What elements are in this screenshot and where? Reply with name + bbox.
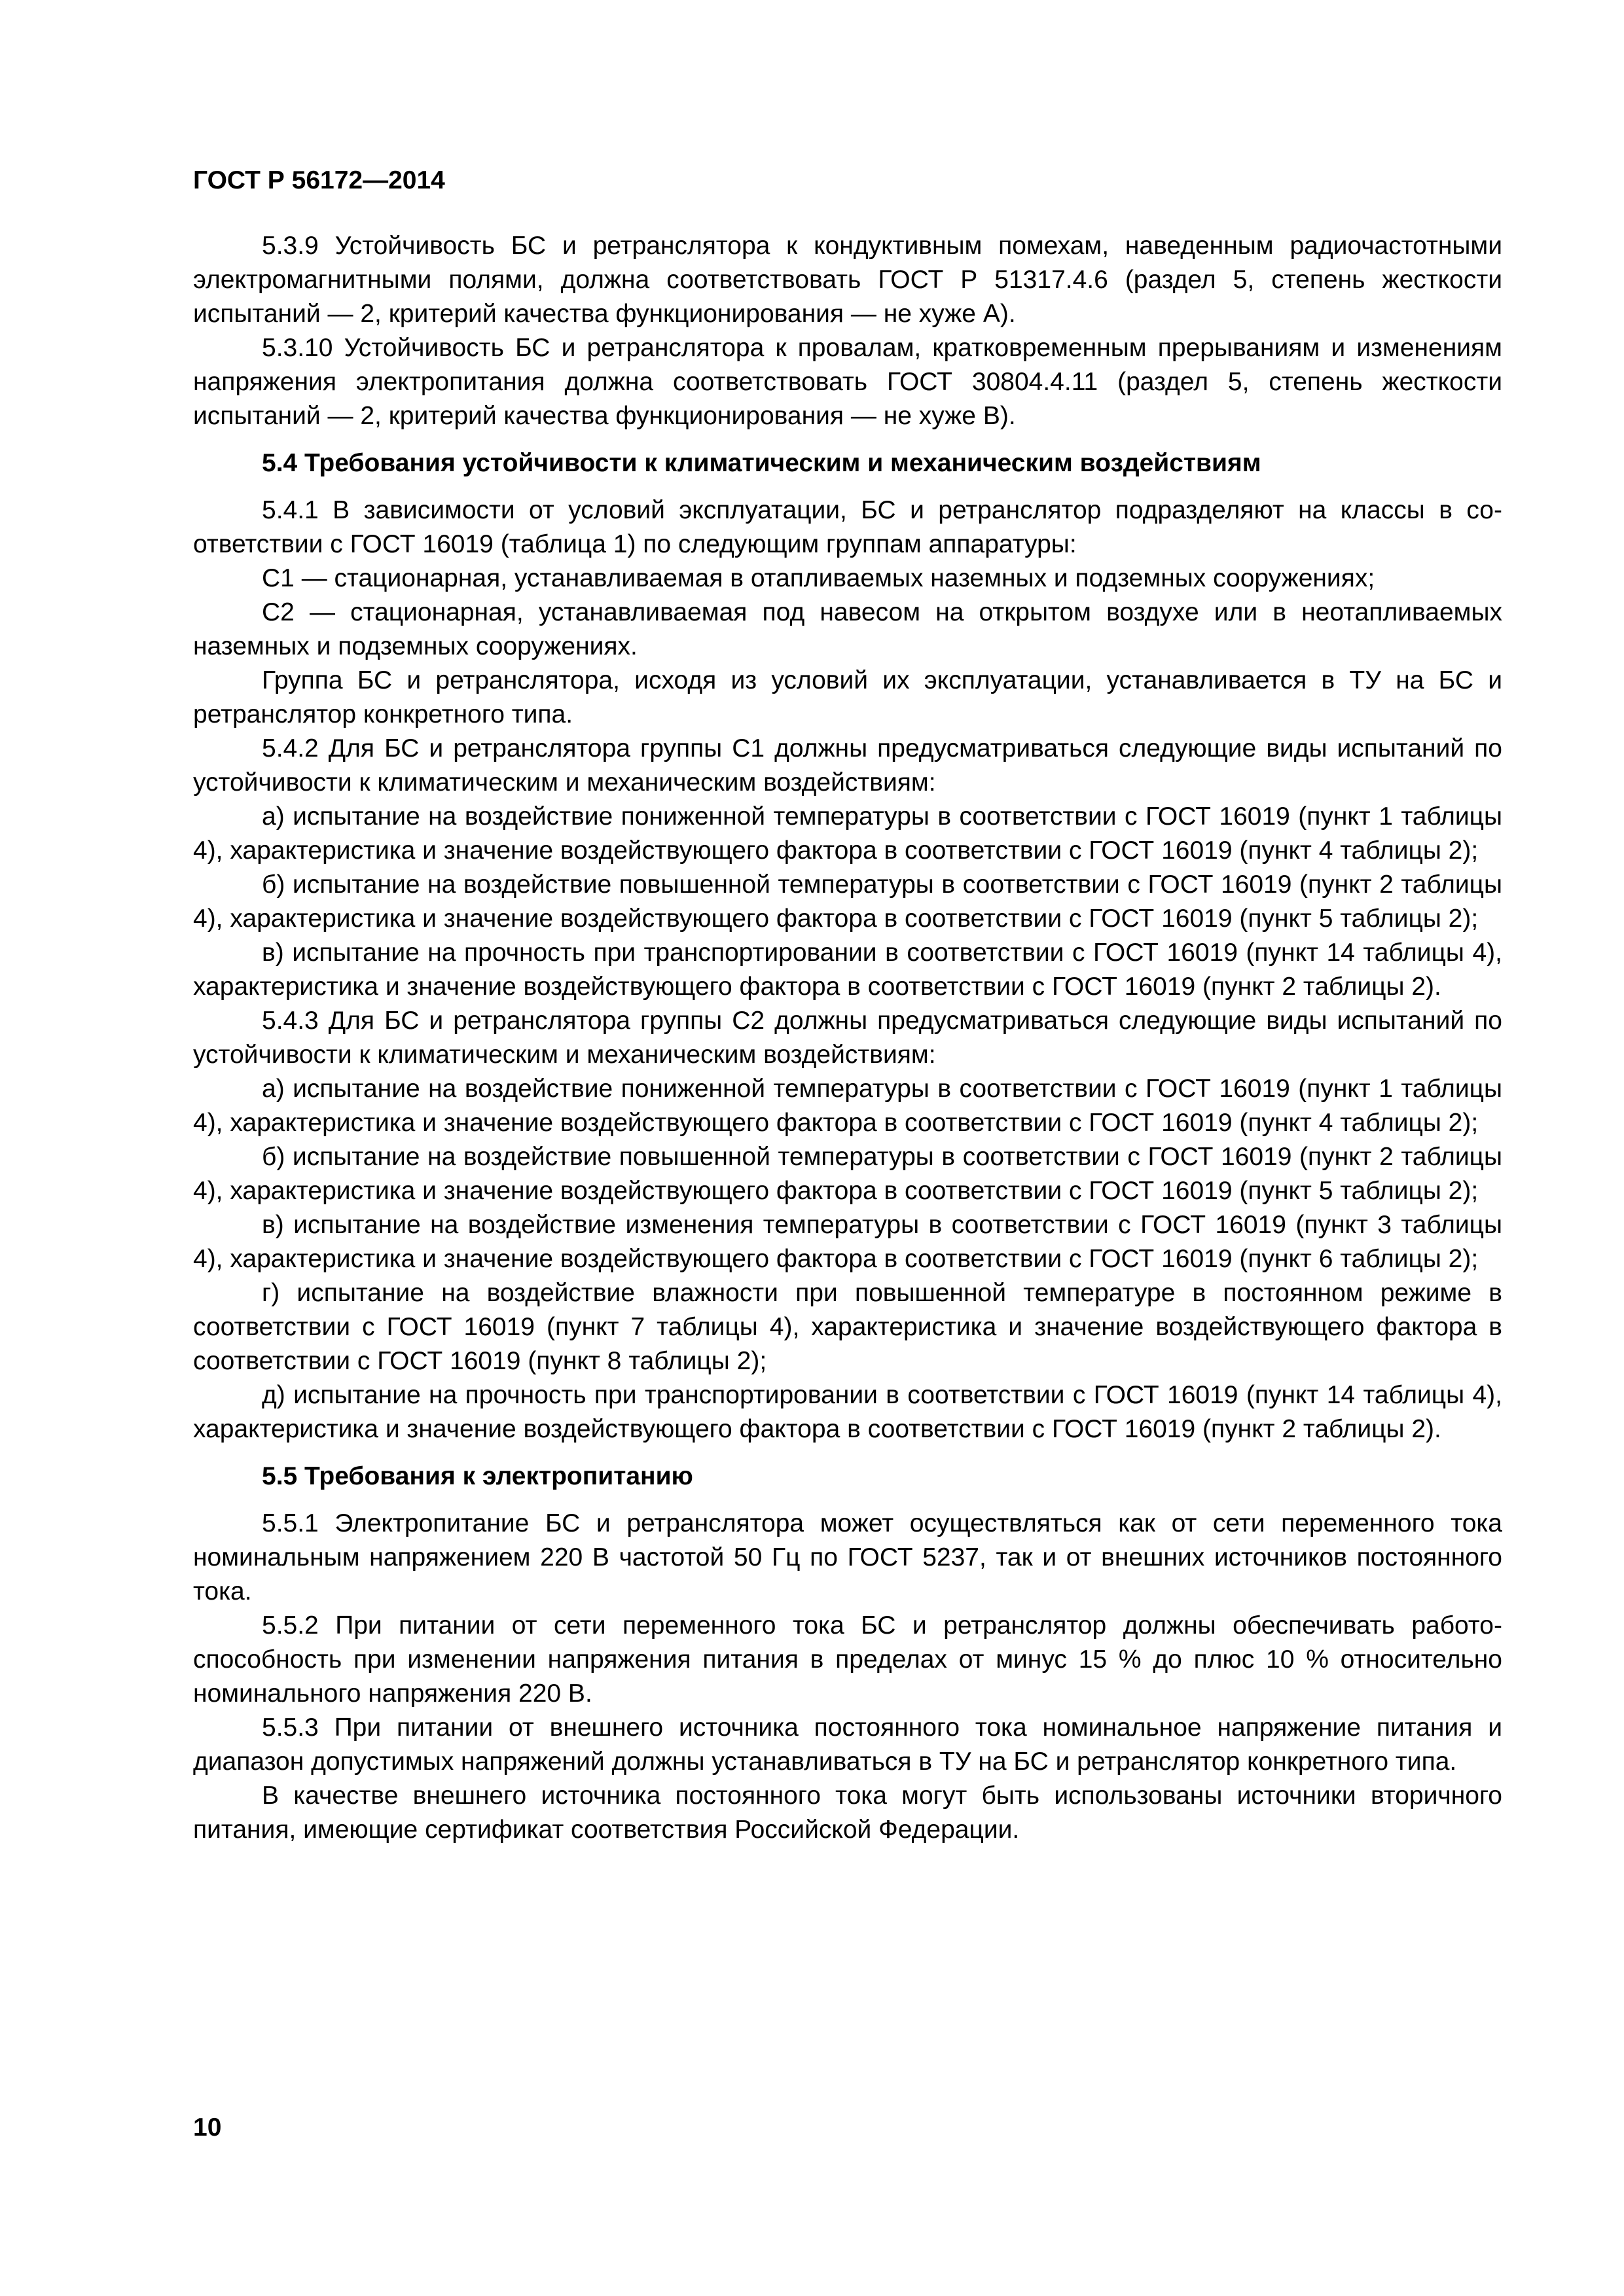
section-heading-5-4: 5.4 Требования устойчивости к климатическим и механическим воздействиям: [262, 449, 1261, 477]
paragraph-external-source: В качестве внешнего источника постоянного тока могут быть использованы источники вторичного питания, имеющие сертификат соответствия Российской Федерации.: [193, 1782, 1502, 1844]
paragraph-5-3-10: 5.3.10 Устойчивость БС и ретранслятора к провалам, кратковременным прерываниям и изменениям напряжения электропитания должна соответствовать ГОСТ 30804.4.11 (раздел 5, степень жесткости испытаний — 2, критерий качества функционирования — не хуже В).: [193, 334, 1502, 430]
paragraph-group-c1: С1 — стационарная, устанавливаемая в отапливаемых наземных и подземных сооружениях;: [262, 564, 1375, 592]
paragraph-group-c2: С2 — стационарная, устанавливаемая под навесом на открытом воздухе или в неотапливаемых наземных и подземных сооружениях.: [193, 598, 1502, 660]
paragraph-5-4-3: 5.4.3 Для БС и ретранслятора группы С2 должны предусматриваться следующие виды испытаний по устойчивости к климатическим и механическим воздействиям:: [193, 1007, 1502, 1069]
paragraph-5-3-9: 5.3.9 Устойчивость БС и ретранслятора к кондуктивным помехам, наведенным радиочастотными электромагнитными полями, должна соответствовать ГОСТ Р 51317.4.6 (раздел 5, степень жесткости испытаний — 2, критерий качества функционирования — не хуже А).: [193, 232, 1502, 328]
list-item-5-4-3-b: б) испытание на воздействие повышенной температуры в соответствии с ГОСТ 16019 (пункт 2 таблицы 4), характеристика и значение воздействующего фактора в соответствии с ГОСТ 16019 (пункт 5 таблицы 2);: [193, 1143, 1502, 1205]
paragraph-5-4-1: 5.4.1 В зависимости от условий эксплуатации, БС и ретранслятор подразделяют на классы в соответствии с ГОСТ 16019 (таблица 1) по следующим группам аппаратуры:: [193, 496, 1502, 558]
list-item-5-4-3-g: г) испытание на воздействие влажности при повышенной температуре в постоянном режиме в соответствии с ГОСТ 16019 (пункт 7 таблицы 4), характеристика и значение воздействующего фактора в соответствии с ГОСТ 16019 (пункт 8 таблицы 2);: [193, 1279, 1502, 1375]
paragraph-5-5-3: 5.5.3 При питании от внешнего источника постоянного тока номинальное напряжение питания и диапазон допустимых напряжений должны устанавливаться в ТУ на БС и ретранслятор конкретного типа.: [193, 1713, 1502, 1776]
document-page: [193, 0, 1502, 2296]
list-item-5-4-3-d: д) испытание на прочность при транспортировании в соответствии с ГОСТ 16019 (пункт 14 таблицы 4), характеристика и значение воздействующего фактора в соответствии с ГОСТ 16019 (пункт 2 таблицы 2).: [193, 1381, 1502, 1443]
list-item-5-4-2-a: а) испытание на воздействие пониженной температуры в соответствии с ГОСТ 16019 (пункт 1 таблицы 4), характеристика и значение воздействующего фактора в соответствии с ГОСТ 16019 (пункт 4 таблицы 2);: [193, 802, 1502, 865]
section-heading-5-5: 5.5 Требования к электропитанию: [262, 1462, 693, 1490]
list-item-5-4-2-b: б) испытание на воздействие повышенной температуры в соответствии с ГОСТ 16019 (пункт 2 таблицы 4), характеристика и значение воздействующего фактора в соответствии с ГОСТ 16019 (пункт 5 таблицы 2);: [193, 870, 1502, 933]
list-item-5-4-2-v: в) испытание на прочность при транспортировании в соответствии с ГОСТ 16019 (пункт 14 таблицы 4), характеристика и значение воздействующего фактора в соответствии с ГОСТ 16019 (пункт 2 таблицы 2).: [193, 939, 1502, 1001]
paragraph-group-note: Группа БС и ретранслятора, исходя из условий их эксплуатации, устанавливается в ТУ на БС и ретранслятор конкретного типа.: [193, 666, 1502, 728]
paragraph-5-4-2: 5.4.2 Для БС и ретранслятора группы С1 должны предусматриваться следующие виды испытаний по устойчивости к климатическим и механическим воздействиям:: [193, 734, 1502, 797]
page-number: 10: [193, 2113, 222, 2142]
list-item-5-4-3-a: а) испытание на воздействие пониженной температуры в соответствии с ГОСТ 16019 (пункт 1 таблицы 4), характеристика и значение воздействующего фактора в соответствии с ГОСТ 16019 (пункт 4 таблицы 2);: [193, 1075, 1502, 1137]
paragraph-5-5-2: 5.5.2 При питании от сети переменного тока БС и ретранслятор должны обеспечивать работоспособность при изменении напряжения питания в пределах от минус 15 % до плюс 10 % относительно номинального напряжения 220 В.: [193, 1611, 1502, 1708]
document-body: [193, 229, 1502, 1847]
paragraph-5-5-1: 5.5.1 Электропитание БС и ретранслятора может осуществляться как от сети переменного тока номинальным напряжением 220 В частотой 50 Гц по ГОСТ 5237, так и от внешних источников постоянного тока.: [193, 1509, 1502, 1605]
list-item-5-4-3-v: в) испытание на воздействие изменения температуры в соответствии с ГОСТ 16019 (пункт 3 таблицы 4), характеристика и значение воздействующего фактора в соответствии с ГОСТ 16019 (пункт 6 таблицы 2);: [193, 1211, 1502, 1273]
document-code-header: ГОСТ Р 56172—2014: [193, 166, 445, 194]
